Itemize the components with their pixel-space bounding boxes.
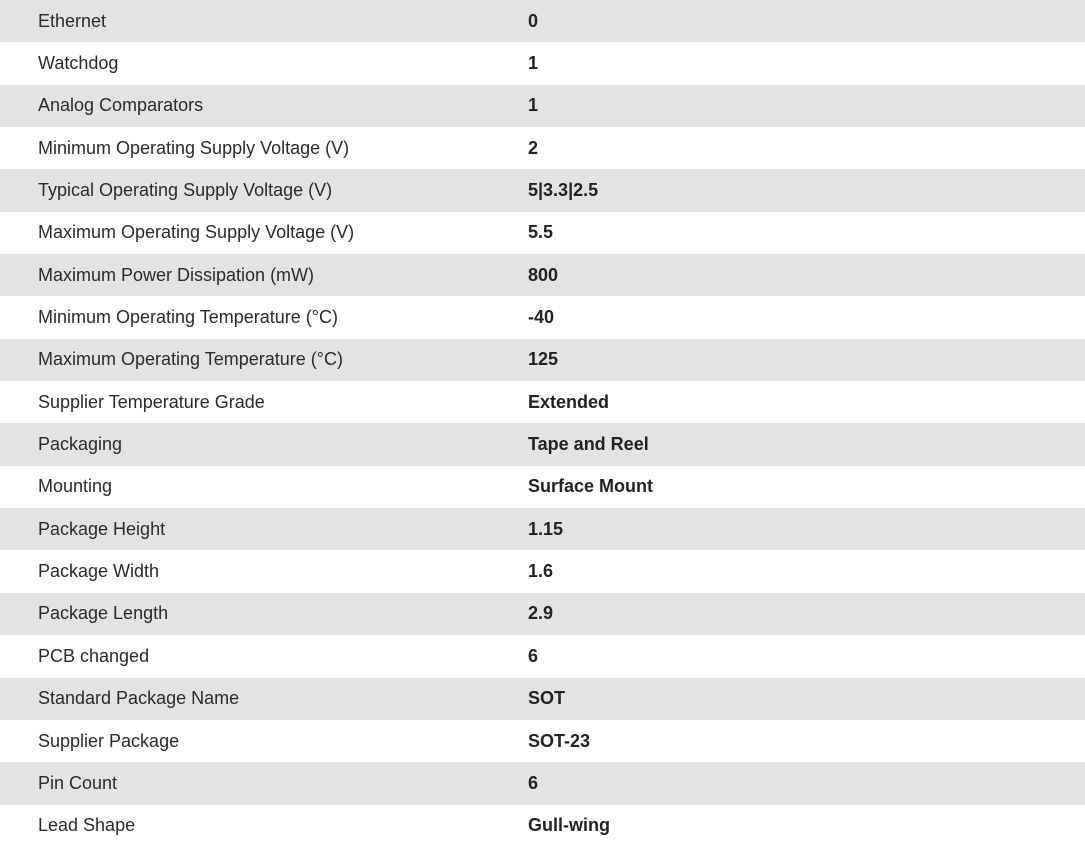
spec-label: Typical Operating Supply Voltage (V) bbox=[38, 180, 333, 201]
spec-label: Mounting bbox=[38, 476, 113, 497]
spec-value: -40 bbox=[528, 307, 555, 328]
spec-row-lead-shape bbox=[0, 805, 1085, 847]
spec-row-max-operating-temp bbox=[0, 339, 1085, 381]
spec-label: Lead Shape bbox=[38, 815, 136, 836]
spec-row-max-power-dissipation bbox=[0, 254, 1085, 296]
spec-value: 6 bbox=[528, 645, 539, 666]
spec-value: 5|3.3|2.5 bbox=[528, 180, 599, 201]
spec-row-pin-count bbox=[0, 762, 1085, 804]
spec-row-supplier-package bbox=[0, 720, 1085, 762]
spec-value: 1 bbox=[528, 53, 539, 74]
spec-row-min-operating-temp bbox=[0, 296, 1085, 338]
spec-row-typical-supply-voltage bbox=[0, 169, 1085, 211]
spec-value: Extended bbox=[528, 391, 610, 412]
spec-row-mounting bbox=[0, 466, 1085, 508]
spec-label: Maximum Operating Temperature (°C) bbox=[38, 349, 343, 370]
spec-label: Package Width bbox=[38, 561, 160, 582]
spec-label: Analog Comparators bbox=[38, 95, 204, 116]
spec-label: Pin Count bbox=[38, 772, 118, 793]
spec-row-min-supply-voltage bbox=[0, 127, 1085, 169]
spec-value: 125 bbox=[528, 349, 559, 370]
spec-value: 1.15 bbox=[528, 518, 564, 539]
spec-value: Tape and Reel bbox=[528, 434, 649, 455]
spec-value: Surface Mount bbox=[528, 476, 654, 497]
spec-value: 1.6 bbox=[528, 561, 554, 582]
spec-row-ethernet bbox=[0, 0, 1085, 42]
spec-value: 0 bbox=[528, 10, 539, 31]
spec-row-package-height bbox=[0, 508, 1085, 550]
spec-value: SOT bbox=[528, 688, 566, 709]
spec-label: Package Length bbox=[38, 603, 169, 624]
spec-value: 6 bbox=[528, 772, 539, 793]
spec-label: Watchdog bbox=[38, 53, 119, 74]
spec-value: SOT-23 bbox=[528, 730, 591, 751]
spec-label: Minimum Operating Supply Voltage (V) bbox=[38, 137, 350, 158]
spec-row-pcb-changed bbox=[0, 635, 1085, 677]
spec-row-max-supply-voltage bbox=[0, 212, 1085, 254]
spec-value: 1 bbox=[528, 95, 539, 116]
spec-value: 800 bbox=[528, 264, 559, 285]
spec-label: Ethernet bbox=[38, 10, 107, 31]
spec-row-analog-comparators bbox=[0, 85, 1085, 127]
spec-row-packaging bbox=[0, 423, 1085, 465]
spec-label: Package Height bbox=[38, 518, 166, 539]
spec-row-package-width bbox=[0, 550, 1085, 592]
spec-value: 2.9 bbox=[528, 603, 554, 624]
spec-label: Packaging bbox=[38, 434, 123, 455]
spec-value: Gull-wing bbox=[528, 815, 610, 836]
spec-label: Supplier Temperature Grade bbox=[38, 391, 265, 412]
spec-row-package-length bbox=[0, 593, 1085, 635]
spec-label: Minimum Operating Temperature (°C) bbox=[38, 307, 338, 328]
spec-row-temperature-grade bbox=[0, 381, 1085, 423]
spec-label: Supplier Package bbox=[38, 730, 180, 751]
spec-value: 2 bbox=[528, 137, 539, 158]
spec-value: 5.5 bbox=[528, 222, 554, 243]
spec-row-standard-package-name bbox=[0, 678, 1085, 720]
spec-row-watchdog bbox=[0, 42, 1085, 84]
spec-label: Maximum Operating Supply Voltage (V) bbox=[38, 222, 355, 243]
spec-label: PCB changed bbox=[38, 645, 150, 666]
spec-label: Maximum Power Dissipation (mW) bbox=[38, 264, 315, 285]
spec-label: Standard Package Name bbox=[38, 688, 240, 709]
